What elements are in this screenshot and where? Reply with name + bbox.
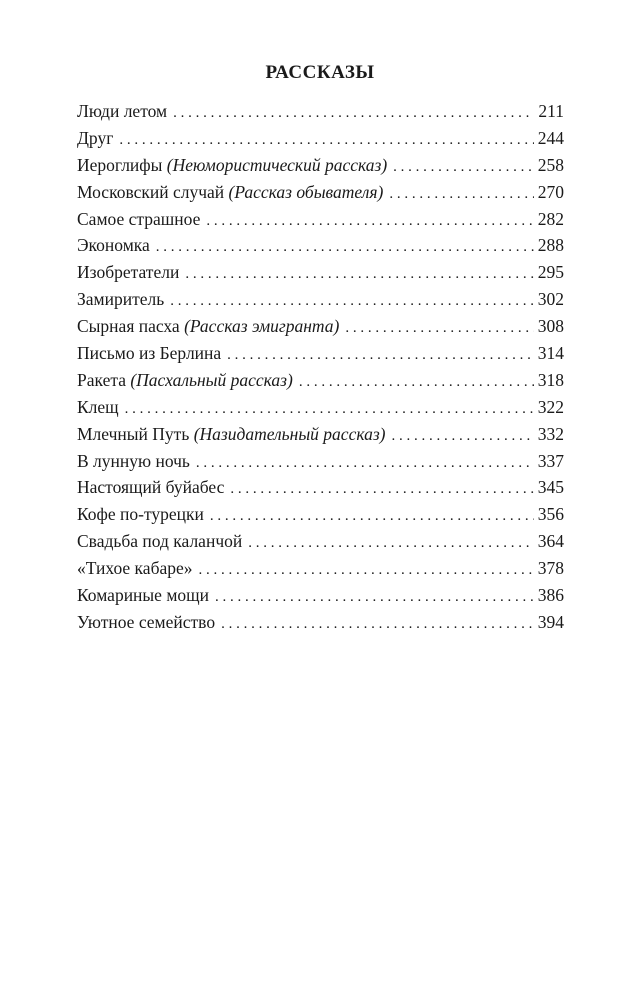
toc-entry	[77, 394, 564, 421]
toc-entry-title	[77, 340, 227, 367]
toc-entry-page: 302	[537, 289, 564, 310]
toc-entry	[77, 313, 564, 340]
toc-entry-name: Настоящий буйабес	[77, 477, 225, 498]
toc-entry	[77, 528, 564, 555]
toc-entry	[77, 179, 564, 206]
toc-entry-name: Изобретатели	[77, 262, 180, 283]
dot-leader	[119, 127, 533, 154]
toc-entry-name: Уютное семейство	[77, 611, 216, 632]
toc-entry	[77, 98, 564, 125]
toc-entry-page: 258	[537, 154, 564, 175]
dot-leader	[156, 234, 534, 261]
toc-entry	[77, 206, 564, 233]
section-title: РАССКАЗЫ	[265, 62, 375, 83]
toc-entry	[77, 609, 564, 636]
dot-leader	[125, 396, 534, 423]
toc-entry-name: Ракета	[77, 369, 126, 390]
toc-entry-title	[77, 286, 170, 313]
toc-entry-page: 211	[538, 101, 564, 121]
toc-entry-subtitle: (Неюмористический рассказ)	[166, 154, 388, 175]
toc-entry-title	[77, 206, 206, 233]
dot-leader	[389, 181, 533, 208]
toc-entry-subtitle: (Назидательный рассказ)	[193, 423, 386, 444]
toc-entry-name: Клещ	[77, 396, 119, 417]
toc-entry-page: 322	[537, 396, 564, 417]
toc-entry	[77, 501, 564, 528]
toc-entry-page: 356	[537, 504, 564, 525]
toc-entry	[77, 152, 564, 179]
toc-entry-name: Комариные мощи	[77, 585, 209, 606]
toc-entry-page: 308	[537, 316, 564, 337]
toc-entry-page: 318	[537, 369, 564, 390]
toc-entry-title	[77, 259, 185, 286]
dot-leader	[392, 423, 534, 450]
toc-entry-title	[77, 501, 210, 528]
toc-entry-page: 314	[537, 343, 564, 364]
toc-entry-title	[77, 152, 393, 179]
toc-entry-page: 345	[537, 477, 564, 498]
toc-entry-name: Сырная пасха	[77, 316, 180, 337]
toc-entry-title	[77, 367, 299, 394]
dot-leader	[221, 611, 534, 638]
toc-entry-name: Московский случай	[77, 181, 225, 202]
toc-entry	[77, 286, 564, 313]
dot-leader	[173, 100, 534, 127]
dot-leader	[299, 369, 534, 396]
toc-entry-page: 244	[537, 127, 564, 148]
toc-entry-page: 288	[537, 235, 564, 256]
dot-leader	[227, 342, 534, 369]
toc-entry-name: В лунную ночь	[77, 450, 190, 471]
dot-leader	[206, 208, 533, 235]
toc-entry	[77, 232, 564, 259]
dot-leader	[185, 261, 533, 288]
toc-entry-page: 364	[537, 531, 564, 552]
dot-leader	[196, 450, 534, 477]
toc-entry-page: 394	[537, 611, 564, 632]
toc-entry-title	[77, 421, 392, 448]
toc-entry	[77, 367, 564, 394]
toc-entry-page: 386	[537, 585, 564, 606]
table-of-contents	[77, 98, 564, 636]
toc-entry-name: «Тихое кабаре»	[77, 558, 193, 579]
toc-entry-name: Кофе по-турецки	[77, 504, 204, 525]
toc-entry	[77, 340, 564, 367]
dot-leader	[345, 315, 533, 342]
toc-entry-name: Млечный Путь	[77, 423, 190, 444]
toc-entry-page: 295	[537, 262, 564, 283]
toc-entry-title	[77, 555, 199, 582]
toc-entry-title	[77, 179, 389, 206]
dot-leader	[170, 288, 534, 315]
toc-entry-name: Друг	[77, 127, 114, 148]
toc-entry	[77, 125, 564, 152]
toc-entry-name: Иероглифы	[77, 154, 163, 175]
toc-entry-name: Замиритель	[77, 289, 165, 310]
dot-leader	[215, 584, 534, 611]
dot-leader	[393, 154, 534, 181]
toc-entry	[77, 474, 564, 501]
toc-entry-title	[77, 448, 196, 475]
toc-entry-title	[77, 313, 345, 340]
toc-entry-title	[77, 528, 248, 555]
dot-leader	[230, 476, 533, 503]
toc-entry-name: Люди летом	[77, 101, 168, 121]
toc-entry-title	[77, 98, 173, 125]
toc-entry-name: Письмо из Берлина	[77, 343, 222, 364]
dot-leader	[210, 503, 534, 530]
toc-entry-title	[77, 125, 119, 152]
toc-entry-name: Самое страшное	[77, 208, 201, 229]
toc-entry	[77, 448, 564, 475]
toc-entry	[77, 582, 564, 609]
toc-entry	[77, 421, 564, 448]
toc-entry-page: 332	[537, 423, 564, 444]
toc-entry-title	[77, 474, 230, 501]
toc-entry-title	[77, 232, 156, 259]
toc-entry-title	[77, 609, 221, 636]
toc-entry-name: Экономка	[77, 235, 150, 256]
toc-entry-page: 337	[537, 450, 564, 471]
toc-entry-subtitle: (Рассказ обывателя)	[228, 181, 384, 202]
toc-entry-title	[77, 394, 125, 421]
toc-entry-page: 270	[537, 181, 564, 202]
toc-entry-subtitle: (Пасхальный рассказ)	[130, 369, 293, 390]
dot-leader	[248, 530, 534, 557]
toc-entry-page: 378	[537, 558, 564, 579]
toc-entry-title	[77, 582, 215, 609]
toc-entry-subtitle: (Рассказ эмигранта)	[184, 316, 340, 337]
dot-leader	[199, 557, 534, 584]
toc-entry	[77, 259, 564, 286]
toc-entry	[77, 555, 564, 582]
toc-entry-page: 282	[537, 208, 564, 229]
toc-entry-name: Свадьба под каланчой	[77, 531, 243, 552]
